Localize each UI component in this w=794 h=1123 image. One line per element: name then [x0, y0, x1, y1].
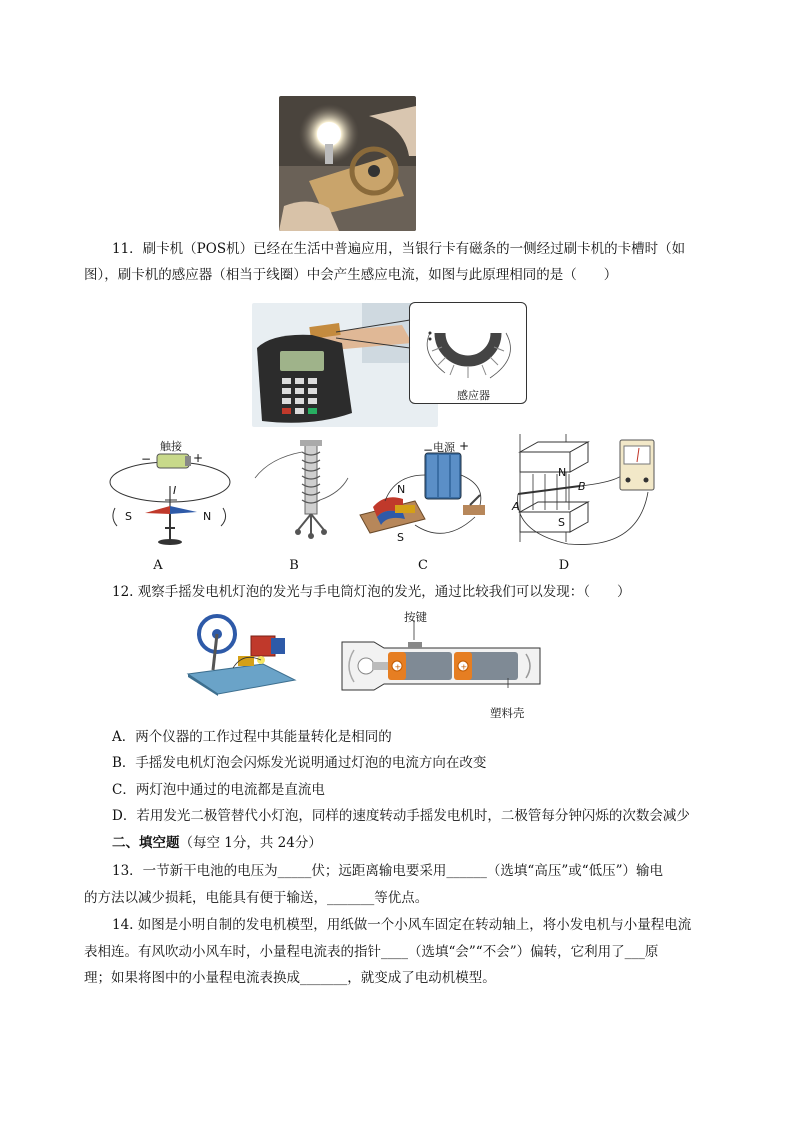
- fig-a-n: N: [203, 510, 212, 523]
- figure-c-motor: [355, 435, 500, 550]
- option-label-c: C: [418, 558, 428, 573]
- button-label: 按键: [404, 610, 427, 624]
- top-photo-lamp-generator: [279, 96, 416, 231]
- fig-a-minus: −: [141, 452, 152, 466]
- hand-crank-generator-figure: [183, 612, 298, 696]
- svg-text:+: +: [394, 662, 402, 672]
- fig-c-n: N: [397, 483, 406, 496]
- fig-a-current: I: [173, 484, 177, 497]
- fig-a-s: S: [125, 510, 132, 523]
- q14-line2: 表相连。有风吹动小风车时，小量程电流表的指针____（选填“会”“不会”）偏转，它利用了___原: [84, 944, 659, 960]
- shell-label: 塑料壳: [490, 706, 525, 720]
- fig-c-plus: +: [459, 439, 470, 453]
- q12-option-a: A．两个仪器的工作过程中其能量转化是相同的: [112, 729, 392, 745]
- fig-a-plus: +: [193, 451, 204, 465]
- fig-d-a: A: [512, 500, 520, 513]
- q12-option-b: B．手摇发电机灯泡会闪烁发光说明通过灯泡的电流方向在改变: [112, 755, 487, 771]
- fig-c-s: S: [397, 531, 404, 544]
- svg-text:+: +: [460, 662, 468, 672]
- q14-line3: 理；如果将图中的小量程电流表换成_______，就变成了电动机模型。: [84, 970, 496, 986]
- fig-d-b: B: [578, 480, 586, 493]
- q12-option-d: D．若用发光二极管替代小灯泡，同样的速度转动手摇发电机时，二极管每分钟闪烁的次数会减少: [112, 808, 690, 824]
- option-label-a: A: [153, 558, 163, 573]
- sensor-pointer-lines: [336, 318, 412, 350]
- q11-line2: 图），刷卡机的感应器（相当于线圈）中会产生感应电流，如图与此原理相同的是（ ）: [84, 267, 618, 283]
- q11-line1: 11．刷卡机（POS机）已经在生活中普遍应用，当银行卡有磁条的一侧经过刷卡机的卡槽时（如: [112, 241, 686, 257]
- section-2-heading: [112, 833, 322, 853]
- figure-b-electromagnet: [250, 438, 350, 550]
- q12-option-c: C．两灯泡中通过的电流都是直流电: [112, 782, 325, 798]
- section-2-note: （每空 1分，共 24分）: [179, 835, 322, 851]
- fig-a-touch: 触接: [160, 440, 182, 453]
- section-2-title: 二、填空题: [112, 835, 180, 851]
- fig-d-n: N: [558, 466, 567, 479]
- q14-line1: 14. 如图是小明自制的发电机模型，用纸做一个小风车固定在转动轴上，将小发电机与小量程电流: [112, 917, 692, 933]
- q12-stem: 12. 观察手摇发电机灯泡的发光与手电筒灯泡的发光，通过比较我们可以发现：（ ）: [112, 584, 631, 600]
- flashlight-pointer-lines: [400, 618, 515, 688]
- option-label-b: B: [289, 558, 299, 573]
- figure-a-oersted: [105, 438, 235, 550]
- sensor-label: 感应器: [457, 389, 490, 402]
- option-label-d: D: [558, 558, 570, 573]
- q13-line2: 的方法以减少损耗，电能具有便于输送，_______等优点。: [84, 890, 429, 906]
- fig-c-minus: −: [423, 443, 434, 457]
- figure-d-induction: [508, 432, 683, 550]
- fig-c-source: 电源: [433, 441, 455, 454]
- fig-d-s: S: [558, 516, 565, 529]
- q13-line1: 13．一节新干电池的电压为_____伏；远距离输电要采用______（选填“高压”或“低压”）输电: [112, 863, 664, 879]
- sensor-inset-box: [409, 302, 527, 404]
